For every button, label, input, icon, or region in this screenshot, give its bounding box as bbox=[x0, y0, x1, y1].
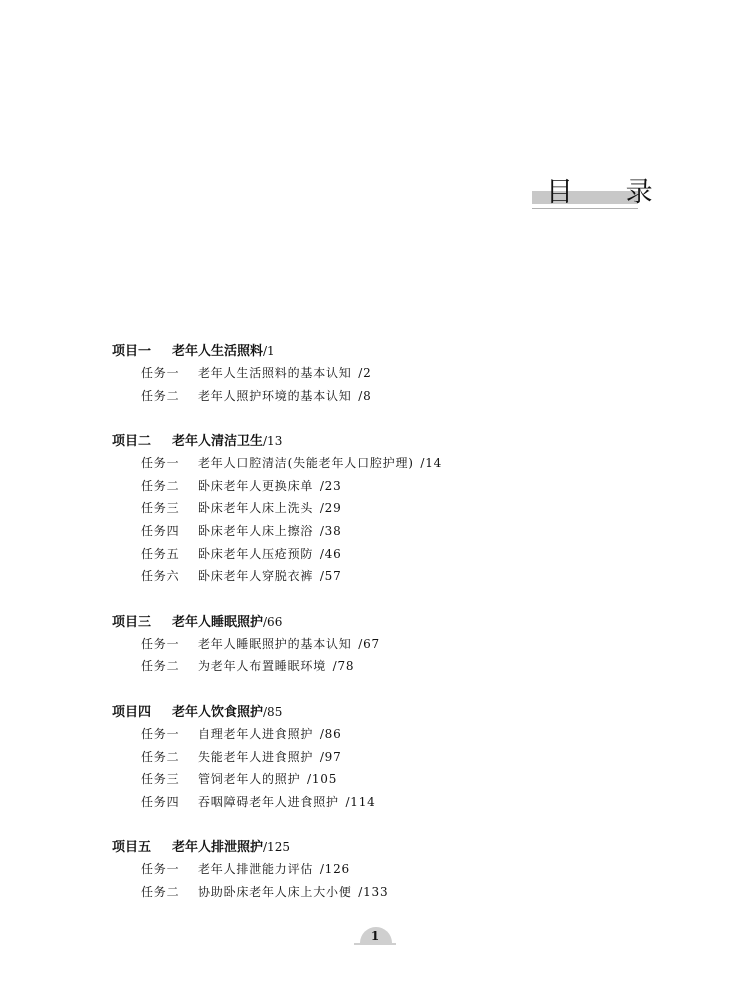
project-page-number: /13 bbox=[263, 434, 283, 449]
project-page-number: /1 bbox=[263, 344, 275, 358]
task-title: 卧床老年人穿脱衣裤 bbox=[198, 569, 314, 584]
toc-task-entry[interactable] bbox=[112, 858, 672, 881]
toc-task-entry[interactable] bbox=[112, 723, 672, 746]
page-number-base-line bbox=[354, 943, 396, 945]
project-number: 项目三 bbox=[112, 614, 152, 630]
task-title: 老年人生活照料的基本认知 bbox=[198, 366, 352, 380]
task-page-number: /78 bbox=[332, 659, 355, 674]
task-title: 卧床老年人床上擦浴 bbox=[198, 523, 314, 538]
task-number: 任务一 bbox=[141, 456, 180, 471]
project-number: 项目五 bbox=[112, 840, 152, 856]
toc-task-entry[interactable] bbox=[112, 452, 672, 475]
task-number: 任务一 bbox=[141, 636, 180, 651]
page-number-badge bbox=[354, 927, 396, 947]
task-number: 任务四 bbox=[141, 794, 180, 809]
page-number: 1 bbox=[370, 929, 380, 943]
task-number: 任务五 bbox=[141, 546, 180, 561]
task-title: 卧床老年人床上洗头 bbox=[198, 501, 314, 516]
task-title: 卧床老年人更换床单 bbox=[198, 478, 314, 493]
task-number: 任务二 bbox=[141, 749, 180, 764]
toc-project-entry[interactable] bbox=[112, 340, 672, 362]
task-title: 协助卧床老年人床上大小便 bbox=[198, 884, 352, 899]
task-title: 管饲老年人的照护 bbox=[198, 772, 301, 787]
project-number: 项目二 bbox=[112, 434, 152, 450]
task-page-number: /67 bbox=[358, 636, 380, 651]
toc-task-entry[interactable] bbox=[112, 385, 672, 408]
task-number: 任务三 bbox=[141, 501, 180, 516]
task-page-number: /2 bbox=[358, 366, 372, 380]
task-page-number: /14 bbox=[420, 456, 443, 471]
toc-task-entry[interactable] bbox=[112, 633, 672, 656]
task-number: 任务三 bbox=[141, 772, 180, 787]
page-title: 目 录 bbox=[546, 177, 675, 208]
toc-task-entry[interactable] bbox=[112, 543, 672, 566]
project-page-number: /85 bbox=[263, 704, 283, 719]
task-title: 老年人口腔清洁(失能老年人口腔护理) bbox=[198, 456, 414, 471]
task-page-number: /114 bbox=[345, 794, 376, 809]
heading-underline bbox=[532, 208, 638, 209]
toc-task-entry[interactable] bbox=[112, 791, 672, 814]
task-page-number: /8 bbox=[358, 388, 372, 403]
toc-task-entry[interactable] bbox=[112, 746, 672, 769]
toc-task-entry[interactable] bbox=[112, 497, 672, 520]
toc-project-entry[interactable] bbox=[112, 701, 672, 723]
task-page-number: /29 bbox=[319, 501, 342, 516]
toc-task-entry[interactable] bbox=[112, 362, 672, 385]
task-title: 老年人排泄能力评估 bbox=[198, 862, 314, 877]
project-page-number: /66 bbox=[263, 614, 283, 629]
task-number: 任务一 bbox=[141, 366, 180, 380]
project-number: 项目一 bbox=[112, 344, 152, 359]
toc-task-entry[interactable] bbox=[112, 655, 672, 678]
toc-task-entry[interactable] bbox=[112, 768, 672, 791]
task-page-number: /126 bbox=[319, 862, 350, 877]
toc-section bbox=[112, 836, 672, 903]
project-page-number: /125 bbox=[263, 840, 290, 855]
task-page-number: /38 bbox=[319, 523, 342, 538]
project-title: 老年人排泄照护 bbox=[172, 840, 264, 856]
toc-heading bbox=[532, 177, 675, 212]
task-number: 任务二 bbox=[141, 388, 180, 403]
task-page-number: /105 bbox=[307, 772, 338, 787]
task-page-number: /97 bbox=[319, 749, 342, 764]
task-title: 老年人睡眠照护的基本认知 bbox=[198, 636, 352, 651]
task-number: 任务二 bbox=[141, 884, 180, 899]
task-title: 吞咽障碍老年人进食照护 bbox=[198, 794, 339, 809]
task-number: 任务二 bbox=[141, 478, 180, 493]
toc-project-entry[interactable] bbox=[112, 611, 672, 633]
toc-section bbox=[112, 430, 672, 588]
project-title: 老年人睡眠照护 bbox=[172, 614, 264, 630]
task-number: 任务一 bbox=[141, 726, 180, 741]
toc-task-entry[interactable] bbox=[112, 520, 672, 543]
task-title: 为老年人布置睡眠环境 bbox=[198, 659, 327, 674]
task-title: 老年人照护环境的基本认知 bbox=[198, 388, 352, 403]
toc-project-entry[interactable] bbox=[112, 836, 672, 858]
task-page-number: /86 bbox=[319, 726, 342, 741]
toc-task-entry[interactable] bbox=[112, 565, 672, 588]
toc-section bbox=[112, 340, 672, 407]
table-of-contents bbox=[112, 340, 672, 927]
toc-project-entry[interactable] bbox=[112, 430, 672, 452]
toc-task-entry[interactable] bbox=[112, 475, 672, 498]
task-title: 卧床老年人压疮预防 bbox=[198, 546, 314, 561]
task-page-number: /23 bbox=[319, 478, 342, 493]
project-number: 项目四 bbox=[112, 704, 152, 720]
task-page-number: /57 bbox=[319, 569, 342, 584]
task-page-number: /46 bbox=[319, 546, 342, 561]
task-number: 任务六 bbox=[141, 569, 180, 584]
toc-task-entry[interactable] bbox=[112, 881, 672, 904]
task-title: 自理老年人进食照护 bbox=[198, 726, 314, 741]
project-title: 老年人饮食照护 bbox=[172, 704, 264, 720]
task-number: 任务四 bbox=[141, 523, 180, 538]
toc-section bbox=[112, 611, 672, 678]
task-number: 任务二 bbox=[141, 659, 180, 674]
task-title: 失能老年人进食照护 bbox=[198, 749, 314, 764]
project-title: 老年人清洁卫生 bbox=[172, 434, 264, 450]
task-number: 任务一 bbox=[141, 862, 180, 877]
task-page-number: /133 bbox=[358, 884, 389, 899]
project-title: 老年人生活照料 bbox=[172, 344, 264, 359]
toc-section bbox=[112, 701, 672, 813]
